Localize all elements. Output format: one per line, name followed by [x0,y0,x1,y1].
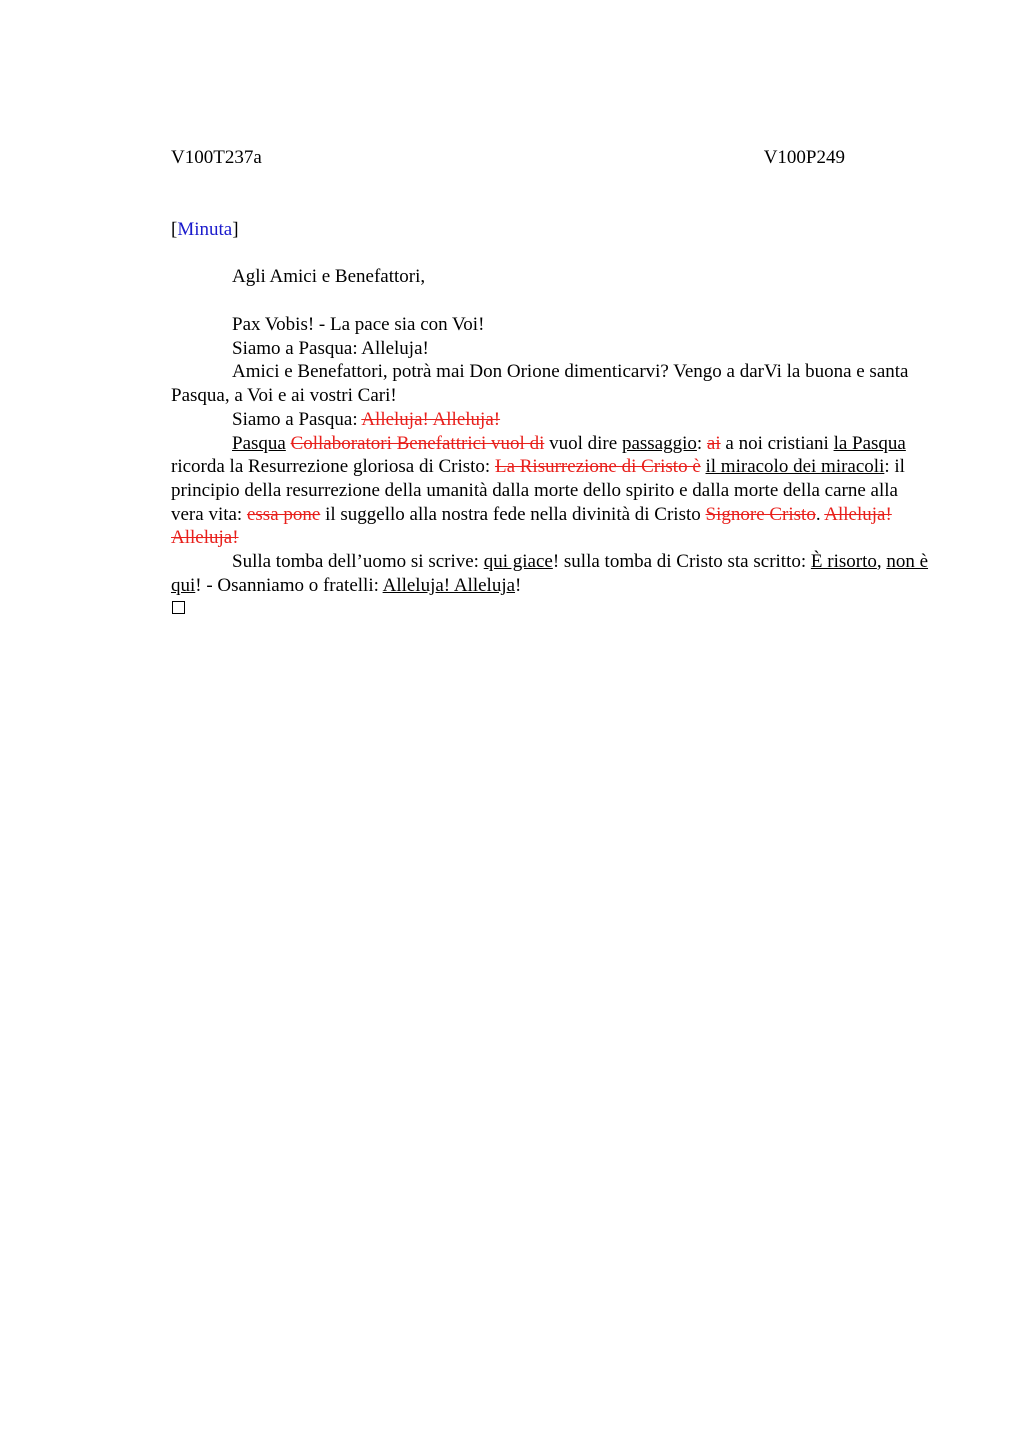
minuta-open-bracket: [ [171,219,178,240]
minuta-close-bracket: ] [232,219,239,240]
text-span: : [696,432,707,454]
underlined-text: passaggio [621,432,697,454]
text-span: : il principio della resurrezione della umanità dalla morte dello spirito e dalla morte della carne alla vera vita: [171,456,905,525]
underlined-text: la Pasqua [833,432,906,454]
salutation: Agli Amici e Benefattori, [232,266,426,287]
document-code-right: V100P249 [763,147,845,168]
deleted-text: Alleluja! Alleluja! [361,408,501,430]
underlined-text: Alleluja! Alleluja [382,574,516,596]
paragraph-pax: Pax Vobis! - La pace sia con Voi! [232,314,485,335]
document-code-left: V100T237a [171,147,262,168]
underlined-text: Pasqua [232,432,286,454]
deleted-text: La Risurrezione di Cristo è [494,456,701,478]
paragraph-siamo-pasqua: Siamo a Pasqua: Alleluja! [232,337,429,359]
letter-body [171,313,931,597]
text-span: il suggello alla nostra fede nella divinità di Cristo [320,503,706,525]
text-span: ricorda la Resurrezione gloriosa di Cristo: [171,456,495,478]
deleted-text: ai [706,432,721,454]
deleted-text: essa pone [246,503,321,525]
underlined-text: qui giace [483,551,553,573]
deleted-text: Signore Cristo [705,503,816,525]
minuta-label [171,218,239,242]
paragraph-siamo-pasqua-deleted [171,408,931,432]
text-span: vuol dire [544,432,622,454]
text-span: , [876,551,887,573]
text-span: Sulla tomba dell’uomo si scrive: [232,551,484,573]
text-span: ! - Osanniamo o fratelli: [195,574,383,596]
minuta-text: Minuta [177,219,233,240]
deleted-text: Alleluja! Alleluja! [171,503,892,549]
paragraph-pasqua-passaggio [171,432,931,551]
underlined-text: non è qui [171,551,929,596]
paragraph-amici: Amici e Benefattori, potrà mai Don Orione dimenticarvi? Vengo a darVi la buona e santa Pasqua, a Voi e ai vostri Cari! [171,361,909,407]
text-span: ! sulla tomba di Cristo sta scritto: [552,551,811,573]
underlined-text: il miracolo dei miracoli [705,456,885,478]
text-span: . [815,503,825,525]
document-header [171,146,845,170]
underlined-text: È risorto [810,551,877,573]
empty-square-icon [172,601,185,614]
deleted-text: Collaboratori Benefattrici vuol di [290,432,545,454]
text-span: Siamo a Pasqua: [232,408,362,430]
text-span: ! [515,574,522,596]
paragraph-tomba [171,550,931,597]
text-span: a noi cristiani [720,432,834,454]
